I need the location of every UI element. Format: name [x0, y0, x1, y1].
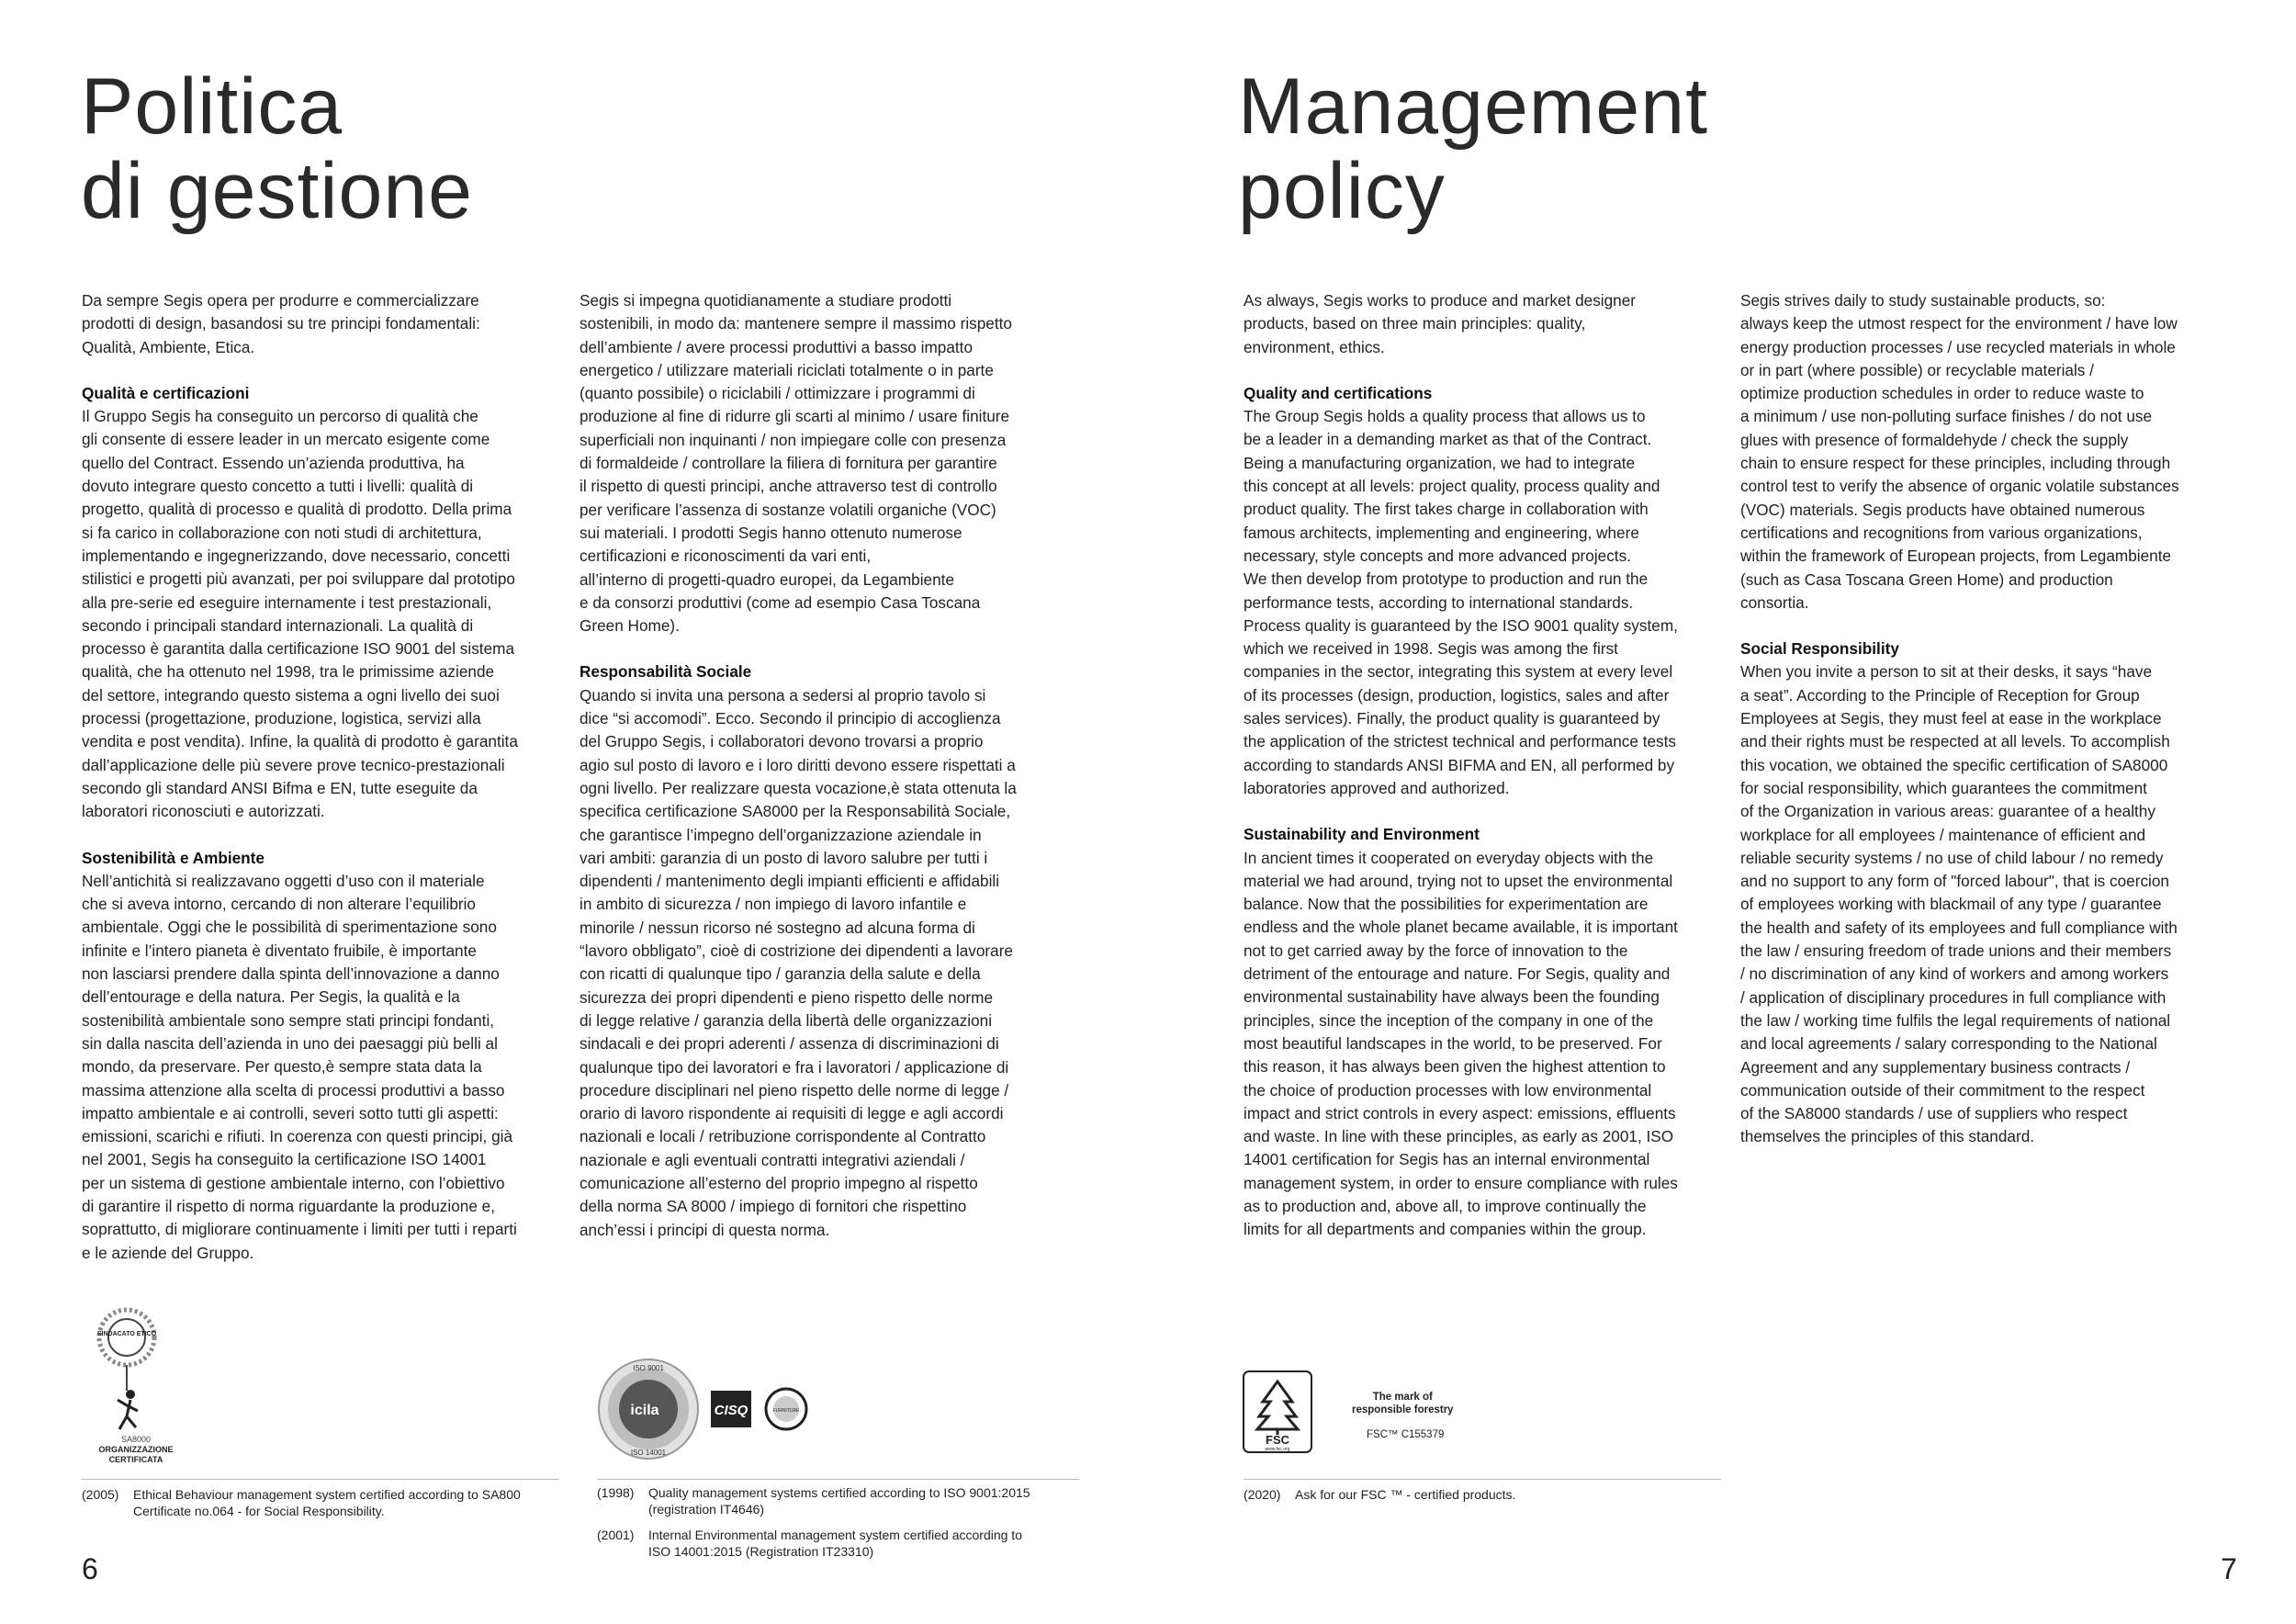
caption-iso14001-year: (2001)	[597, 1528, 635, 1542]
right-title-line-1: Management	[1238, 62, 1708, 151]
iso-seal-bottom-text: ISO 14001	[630, 1449, 667, 1457]
right-title-line-2: policy	[1238, 147, 1446, 235]
left-col2-heading-social: Responsabilità Sociale	[580, 662, 752, 682]
left-col2-body-social: Quando si invita una persona a sedersi al proprio tavolo si dice “si accomodi”. Ecco. Secondo il principio di accoglienza del Gruppo Segis, i collaboratori devono trovarsi a proprio agio sul posto di lavoro e i loro diritti devono essere rispettati a ogni livello. Per realizzare questa vocazione,è stata ottenuta la specifica certificazione SA8000 per la Responsabilità Sociale, che garantisce l’impegno dell’organizzazione aziendale in vari ambiti: garanzia di un posto di lavoro salubre per tutti i dipendenti / mantenimento degli impianti efficienti e affidabili in ambito di sicurezza / non impiego di lavoro infantile e minorile / nessun ricorso né sostegno ad alcuna forma di “lavoro obbligato”, cioè di costrizione dei dipendenti a lavorare con ricatti di qualunque tipo / garanzia della salute e della sicurezza dei propri dipendenti e pieno rispetto delle norme di legge relative / garanzia della libertà delle organizzazioni sindacali e dei propri aderenti / assenza di discriminazioni di qualunque tipo dei lavoratori e fra i lavoratori / applicazione di procedure disciplinari nel pieno rispetto delle norme di legge / orario di lavoro rispondente ai requisiti di legge e agli accordi nazionali e locali / retribuzione corrispondente al Contratto nazionale e agli eventuali contratti integrativi aziendali / comunicazione all’esterno del proprio impegno al rispetto della norma SA 8000 / impiego di fornitori che rispettino anch’essi i principi di questa norma.	[580, 685, 1017, 1239]
fsc-mark-text: The mark of responsible forestry	[1352, 1392, 1454, 1415]
iso-certification-logos	[595, 1356, 834, 1466]
caption-iso9001-text: Quality management systems certified according to ISO 9001:2015 (registration IT4646)	[648, 1485, 1030, 1517]
page-number-left: 6	[82, 1552, 98, 1585]
cisq-logo-icon	[711, 1391, 751, 1427]
right-col1-heading-quality: Quality and certifications	[1244, 383, 1433, 402]
page-number-right: 7	[2221, 1552, 2237, 1585]
left-title-line-1: Politica	[81, 62, 343, 151]
left-col2-intro: Segis si impegna quotidianamente a studiare prodotti sostenibili, in modo da: mantenere sempre il massimo rispetto dell’ambiente / avere processi produttivi a basso impatto energetico / utilizzare materiali riciclati totalmente o in parte (quanto possibile) o riciclabili / ottimizzare i programmi di produzione al fine di ridurre gli scarti al minimo / usare finiture superficiali non inquinanti / non impiegare colle con presenza di formaldeide / controllare la filiera di fornitura per garantire il rispetto di questi principi, anche attraverso test di controllo per verificare l’assenza di sostanze volatili organiche (VOC) sui materiali. I prodotti Segis hanno ottenuto numerose certificazioni e riconoscimenti da vari enti, all’interno di progetti-quadro europei, da Legambiente e da consorzi produttivi (come ad esempio Casa Toscana Green Home).	[580, 291, 1012, 636]
cisq-text: CISQ	[714, 1403, 748, 1418]
svg-text:SA8000: SA8000	[120, 1435, 152, 1444]
left-column-1	[82, 289, 582, 1288]
left-col1-body-sustainability: Nell’antichità si realizzavano oggetti d’uso con il materiale che si aveva intorno, cercando di non alterare l’equilibrio ambientale. Oggi che le possibilità di sperimentazione sono infinite e l’intero pianeta è diventato fruibile, è importante non lasciarsi prendere dalla spinta dell’innovazione a danno dell’entourage e della natura. Per Segis, la qualità e la sostenibilità ambientale sono sempre stati principi fondanti, sin dalla nascita dell’azienda in uno dei paesaggi più belli al mondo, da preservare. Per questo,è sempre stata data la massima attenzione alla scelta di processi produttivi a basso impatto ambientale e ai controlli, severi sotto tutti gli aspetti: emissioni, scarichi e rifiuti. In coerenza con questi principi, già nel 2001, Segis ha conseguito la certificazione ISO 14001 per un sistema di gestione ambientale interno, con l’obiettivo di garantire il rispetto di norma riguardante la produzione e, soprattutto, di migliorare continuamente i limiti per tutti i reparti e le aziende del Gruppo.	[82, 871, 517, 1262]
dancing-figure-icon	[118, 1390, 138, 1429]
sa8000-flower-icon	[97, 1310, 157, 1391]
fsc-logo-text: FSC	[1266, 1433, 1289, 1447]
fsc-url-text: www.fsc.org	[1265, 1447, 1290, 1452]
right-cert-separator	[1244, 1479, 1721, 1480]
svg-text:CERTIFICATA: CERTIFICATA	[108, 1455, 163, 1464]
left-col1-intro: Da sempre Segis opera per produrre e commercializzare prodotti di design, basandosi su tre principi fondamentali: Qualità, Ambiente, Etica.	[82, 291, 480, 356]
left-col1-heading-sustainability: Sostenibilità e Ambiente	[82, 848, 264, 867]
caption-fsc-text: Ask for our FSC ™ - certified products.	[1295, 1487, 1516, 1502]
left-column-2	[580, 289, 1080, 1265]
left-page-title	[81, 64, 473, 233]
furniture-cert-text: FURNITURE	[772, 1408, 800, 1414]
iso-seal-icon	[599, 1359, 698, 1459]
right-col2-intro: Segis strives daily to study sustainable products, so: always keep the utmost respect for the environment / have low energy production processes / use recycled materials in whole or in part (where possible) or recyclable materials / optimize production schedules in order to reduce waste to a minimum / use non-polluting surface finishes / do not use glues with presence of formaldehyde / check the supply chain to ensure respect for these principles, including through control test to verify the absence of organic volatile substances (VOC) materials. Segis products have obtained numerous certifications and recognitions from various organizations, within the framework of European projects, from Legambiente (such as Casa Toscana Green Home) and production consortia.	[1740, 291, 2179, 612]
caption-sa8000-text: Ethical Behaviour management system certified according to SA800 Certificate no.064 - for Social Responsibility.	[133, 1487, 521, 1518]
right-col1-body-quality: The Group Segis holds a quality process that allows us to be a leader in a demanding market as that of the Contract. Being a manufacturing organization, we had to integrate this concept at all levels: project quality, process quality and product quality. The first takes charge in collaboration with famous architects, implementing and engineering, where necessary, style concepts and more advanced projects. We then develop from prototype to production and run the performance tests, according to international standards. Process quality is guaranteed by the ISO 9001 quality system, which we received in 1998. Segis was among the first companies in the sector, integrating this system at every level of its processes (design, production, logistics, sales and after sales services). Finally, the product quality is guaranteed by the application of the strictest technical and performance tests according to standards ANSI BIFMA and EN, all performed by laboratories approved and authorized.	[1244, 407, 1678, 797]
right-col1-intro: As always, Segis works to produce and market designer products, based on three main principles: quality, environment, ethics.	[1244, 291, 1637, 356]
right-column-2	[1740, 289, 2241, 1172]
right-col1-body-sustainability: In ancient times it cooperated on everyday objects with the material we had around, trying not to upset the environmental balance. Now that the possibilities for experimentation are endless and the whole planet became available, it is important not to get carried away by the force of innovation to the detriment of the entourage and nature. For Segis, quality and environmental sustainability have always been the founding principles, since the inception of the company in one of the most beautiful landscapes in the world, to be preserved. For this reason, it has always been given the highest attention to the choice of production processes with low environmental impact and strict controls in every aspect: emissions, effluents and waste. In line with these principles, as early as 2001, ISO 14001 certification for Segis has an internal environmental management system, in order to ensure compliance with rules as to production and, above all, to improve continually the limits for all departments and companies within the group.	[1244, 848, 1678, 1239]
sa8000-logo	[79, 1303, 198, 1468]
svg-text:ORGANIZZAZIONE: ORGANIZZAZIONE	[98, 1445, 174, 1454]
caption-iso9001	[597, 1484, 1030, 1517]
caption-iso14001-text: Internal Environmental management system certified according to ISO 14001:2015 (Registration IT23310)	[648, 1528, 1022, 1559]
caption-sa8000	[82, 1486, 521, 1519]
left-col1-body-quality: Il Gruppo Segis ha conseguito un percorso di qualità che gli consente di essere leader in un mercato esigente come quello del Contract. Essendo un’azienda produttiva, ha dovuto integrare questo concetto a tutti i livelli: qualità di progetto, qualità di processo e qualità di prodotto. Della prima si fa carico in collaborazione con noti studi di architettura, implementando e ingegnerizzando, dove necessario, concetti stilistici e progetti più avanzati, per poi sviluppare dal prototipo alla pre-serie ed eseguire internamente i test prestazionali, secondo i principali standard internazionali. La qualità di processo è garantita dalla certificazione ISO 9001 del sistema qualità, che ha ottenuto nel 1998, tra le primissime aziende del settore, integrando questo sistema a ogni livello dei suoi processi (progettazione, produzione, logistica, servizi alla vendita e post vendita). Infine, la qualità di prodotto è garantita dall’applicazione delle più severe prove tecnico-prestazionali secondo gli standard ANSI Bifma e EN, tutte eseguite da laboratori riconosciuti e autorizzati.	[82, 407, 518, 821]
right-page-title	[1238, 64, 1708, 233]
caption-sa8000-year: (2005)	[82, 1487, 119, 1502]
right-column-1	[1244, 289, 1744, 1265]
sa8000-seal-text-1: SINDACATO ETICO	[96, 1331, 157, 1337]
icila-text: icila	[630, 1403, 659, 1418]
furniture-cert-icon	[766, 1389, 806, 1429]
fsc-tree-icon	[1244, 1371, 1311, 1452]
fsc-code: FSC™ C155379	[1367, 1429, 1445, 1440]
right-col2-body-social: When you invite a person to sit at their desks, it says “have a seat”. According to the Principle of Reception for Group Employees at Segis, they must feel at ease in the workplace and their rights must be respected at all levels. To accomplish this vocation, we obtained the specific certification of SA8000 for social responsibility, which guarantees the commitment of the Organization in various areas: guarantee of a healthy workplace for all employees / maintenance of efficient and reliable security systems / no use of child labour / no remedy and no support to any form of "forced labour", that is coercion of employees working with blackmail of any type / guarantee the health and safety of its employees and full compliance with the law / ensuring freedom of trade unions and their members / no discrimination of any kind of workers and among workers / application of disciplinary procedures in full compliance with the law / working time fulfils the legal requirements of national and local agreements / salary corresponding to the National Agreement and any supplementary business contracts / communication outside of their commitment to the respect of the SA8000 standards / use of suppliers who respect themselves the principles of this standard.	[1740, 662, 2178, 1146]
caption-fsc-year: (2020)	[1244, 1487, 1281, 1502]
caption-iso14001	[597, 1527, 1022, 1560]
right-col1-heading-sustainability: Sustainability and Environment	[1244, 825, 1480, 844]
iso-seal-top-text: ISO 9001	[633, 1364, 664, 1372]
caption-fsc	[1244, 1486, 1515, 1503]
left-title-line-2: di gestione	[81, 147, 473, 235]
left-col1-heading-quality: Qualità e certificazioni	[82, 383, 250, 402]
left-cert-separator-1	[82, 1479, 559, 1480]
right-col2-heading-social: Social Responsibility	[1740, 639, 1899, 659]
caption-iso9001-year: (1998)	[597, 1485, 635, 1500]
left-cert-separator-2	[597, 1479, 1079, 1480]
